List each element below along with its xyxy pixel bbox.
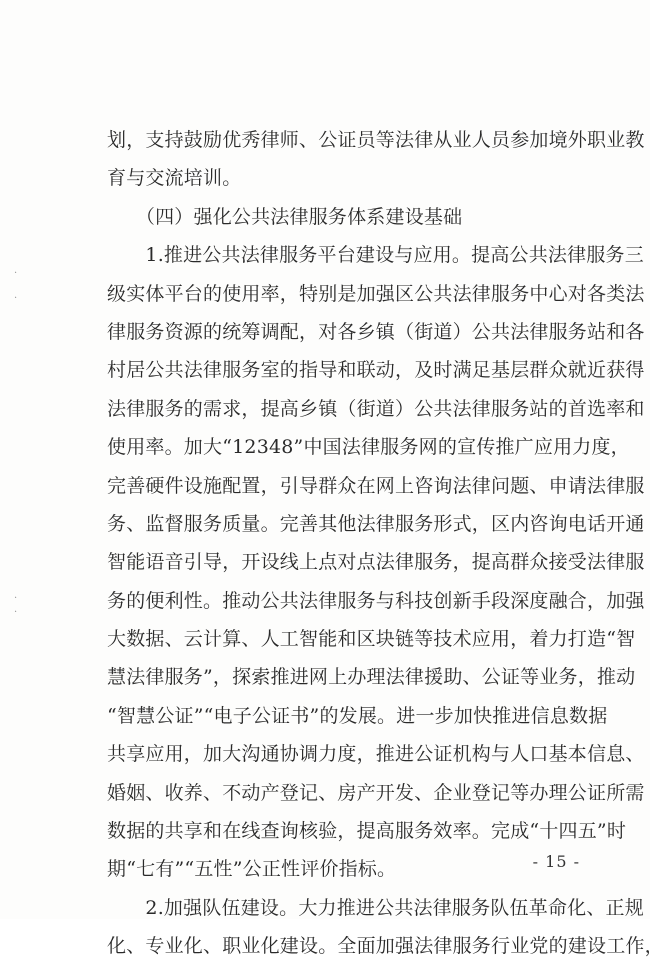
page-number: - 15 -	[532, 852, 580, 871]
text-line: 大数据、云计算、人工智能和区块链等技术应用，着力打造“智	[107, 628, 636, 651]
text-line: 智能语音引导，开设线上点对点法律服务，提高群众接受法律服	[107, 551, 645, 574]
margin-dot: ·	[14, 268, 18, 279]
text-line: “智慧公证”“电子公证书”的发展。进一步加快推进信息数据	[107, 704, 608, 727]
document-body	[107, 121, 664, 966]
margin-dot: ·	[14, 593, 18, 604]
text-line: 期“七有”“五性”公正性评价指标。	[107, 858, 397, 881]
text-line: 级实体平台的使用率，特别是加强区公共法律服务中心对各类法	[107, 282, 645, 305]
section-heading: （四）强化公共法律服务体系建设基础	[107, 205, 463, 228]
margin-dot: ·	[14, 293, 18, 304]
text-line: 数据的共享和在线查询核验，提高服务效率。完成“十四五”时	[107, 820, 627, 843]
text-line: 1.推进公共法律服务平台建设与应用。提高公共法律服务三	[107, 244, 644, 267]
text-line: 共享应用，加大沟通协调力度，推进公证机构与人口基本信息、	[107, 743, 645, 766]
text-line: 完善硬件设施配置，引导群众在网上咨询法律问题、申请法律服	[107, 474, 645, 497]
text-line: 律服务资源的统筹调配，对各乡镇（街道）公共法律服务站和各	[107, 320, 645, 343]
text-line: 化、专业化、职业化建设。全面加强法律服务行业党的建设工作，	[107, 935, 664, 958]
text-line: 2.加强队伍建设。大力推进公共法律服务队伍革命化、正规	[107, 896, 644, 919]
text-line: 婚姻、收养、不动产登记、房产开发、企业登记等办理公证所需	[107, 781, 645, 804]
text-line: 慧法律服务”，探索推进网上办理法律援助、公证等业务，推动	[107, 666, 636, 689]
text-line: 划，支持鼓励优秀律师、公证员等法律从业人员参加境外职业教	[107, 129, 645, 151]
text-line: 村居公共法律服务室的指导和联动，及时满足基层群众就近获得	[107, 359, 645, 382]
text-line: 务的便利性。推动公共法律服务与科技创新手段深度融合，加强	[107, 589, 645, 612]
text-line: 育与交流培训。	[107, 167, 242, 190]
text-line: 法律服务的需求，提高乡镇（街道）公共法律服务站的首选率和	[107, 397, 645, 420]
text-line: 使用率。加大“12348”中国法律服务网的宣传推广应用力度，	[107, 436, 630, 459]
margin-dot: ·	[14, 607, 18, 618]
text-line: 务、监督服务质量。完善其他法律服务形式，区内咨询电话开通	[107, 512, 645, 535]
